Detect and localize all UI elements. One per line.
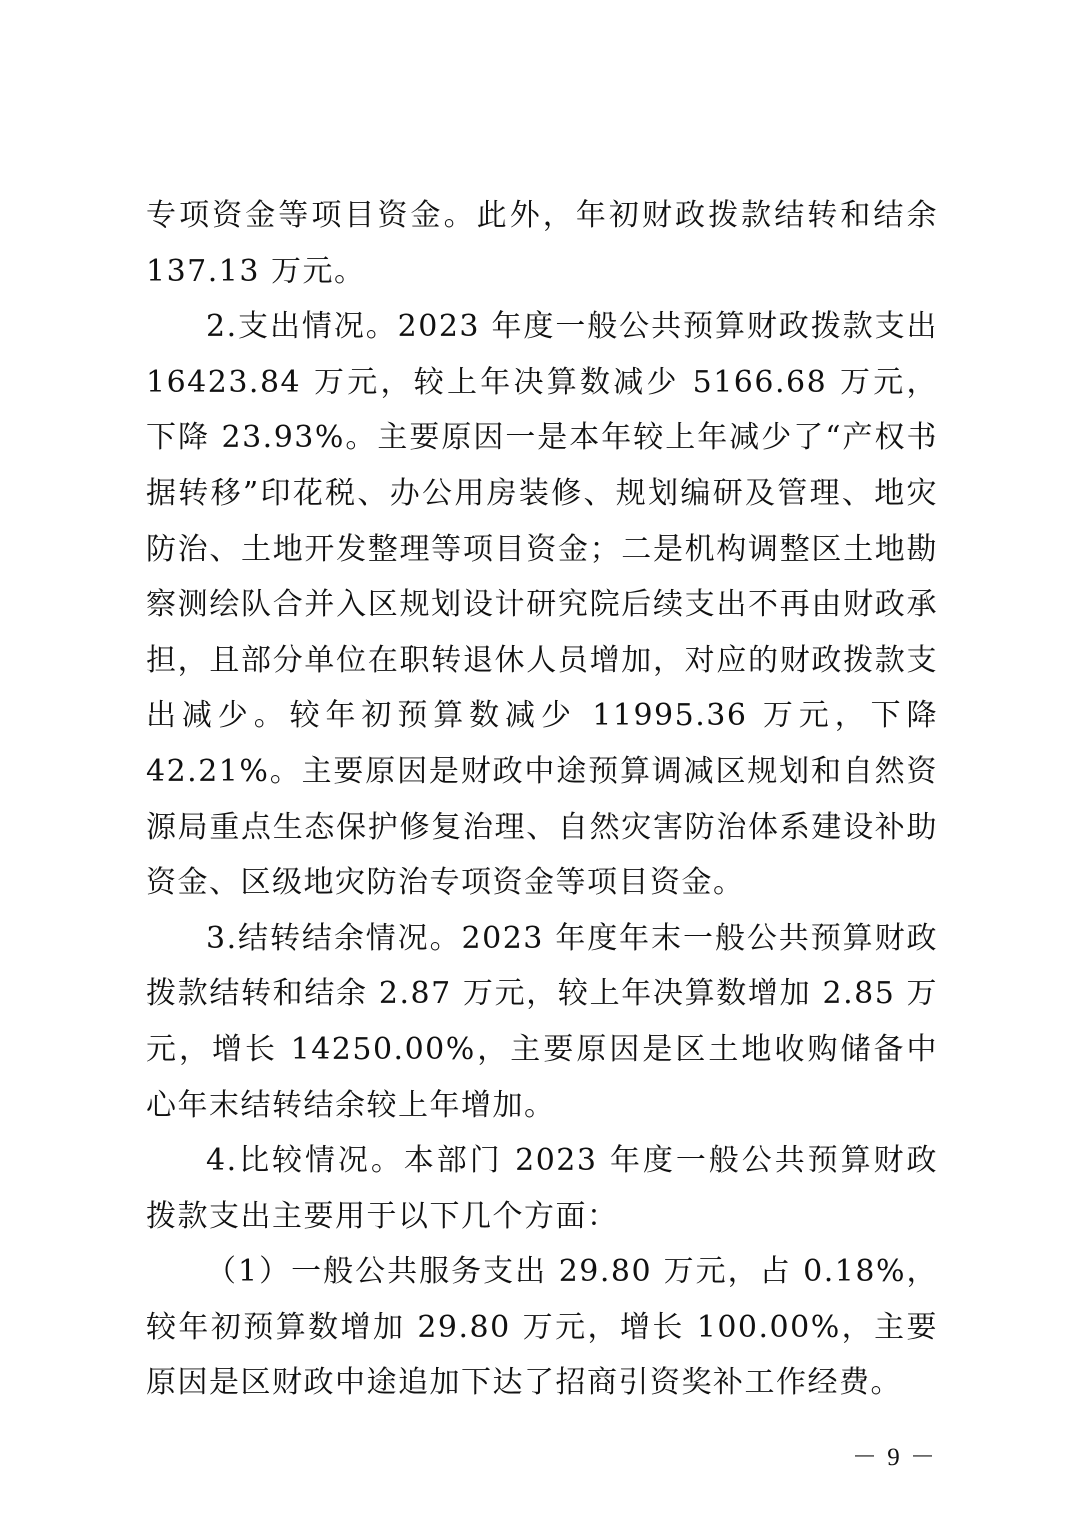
paragraph-comparison: 4.比较情况。本部门 2023 年度一般公共预算财政拨款支出主要用于以下几个方面： (146, 1143, 938, 1234)
paragraph-general-public-services: （1）一般公共服务支出 29.80 万元，占 0.18%，较年初预算数增加 29.80 万元，增长 100.00%，主要原因是区财政中途追加下达了招商引资奖补工作经费。 (146, 1254, 938, 1401)
page-number: － 9 － (851, 1444, 937, 1471)
paragraph-carryover: 3.结转结余情况。2023 年度年末一般公共预算财政拨款结转和结余 2.87 万元，较上年决算数增加 2.85 万元，增长 14250.00%，主要原因是区土地收购储备中心年末结转结余较上年增加。 (146, 920, 938, 1123)
body-text (146, 188, 938, 1411)
paragraph-continuation: 专项资金等项目资金。此外，年初财政拨款结转和结余 137.13 万元。 (146, 198, 938, 289)
paragraph-expenditure: 2.支出情况。2023 年度一般公共预算财政拨款支出 16423.84 万元，较上年决算数减少 5166.68 万元，下降 23.93%。主要原因一是本年较上年减少了“产权书据转移”印花税、办公用房装修、规划编研及管理、地灾防治、土地开发整理等项目资金；二是机构调整区土地勘察测绘队合并入区规划设计研究院后续支出不再由财政承担，且部分单位在职转退休人员增加，对应的财政拨款支出减少。较年初预算数减少 11995.36 万元，下降 42.21%。主要原因是财政中途预算调减区规划和自然资源局重点生态保护修复治理、自然灾害防治体系建设补助资金、区级地灾防治专项资金等项目资金。 (146, 309, 938, 901)
